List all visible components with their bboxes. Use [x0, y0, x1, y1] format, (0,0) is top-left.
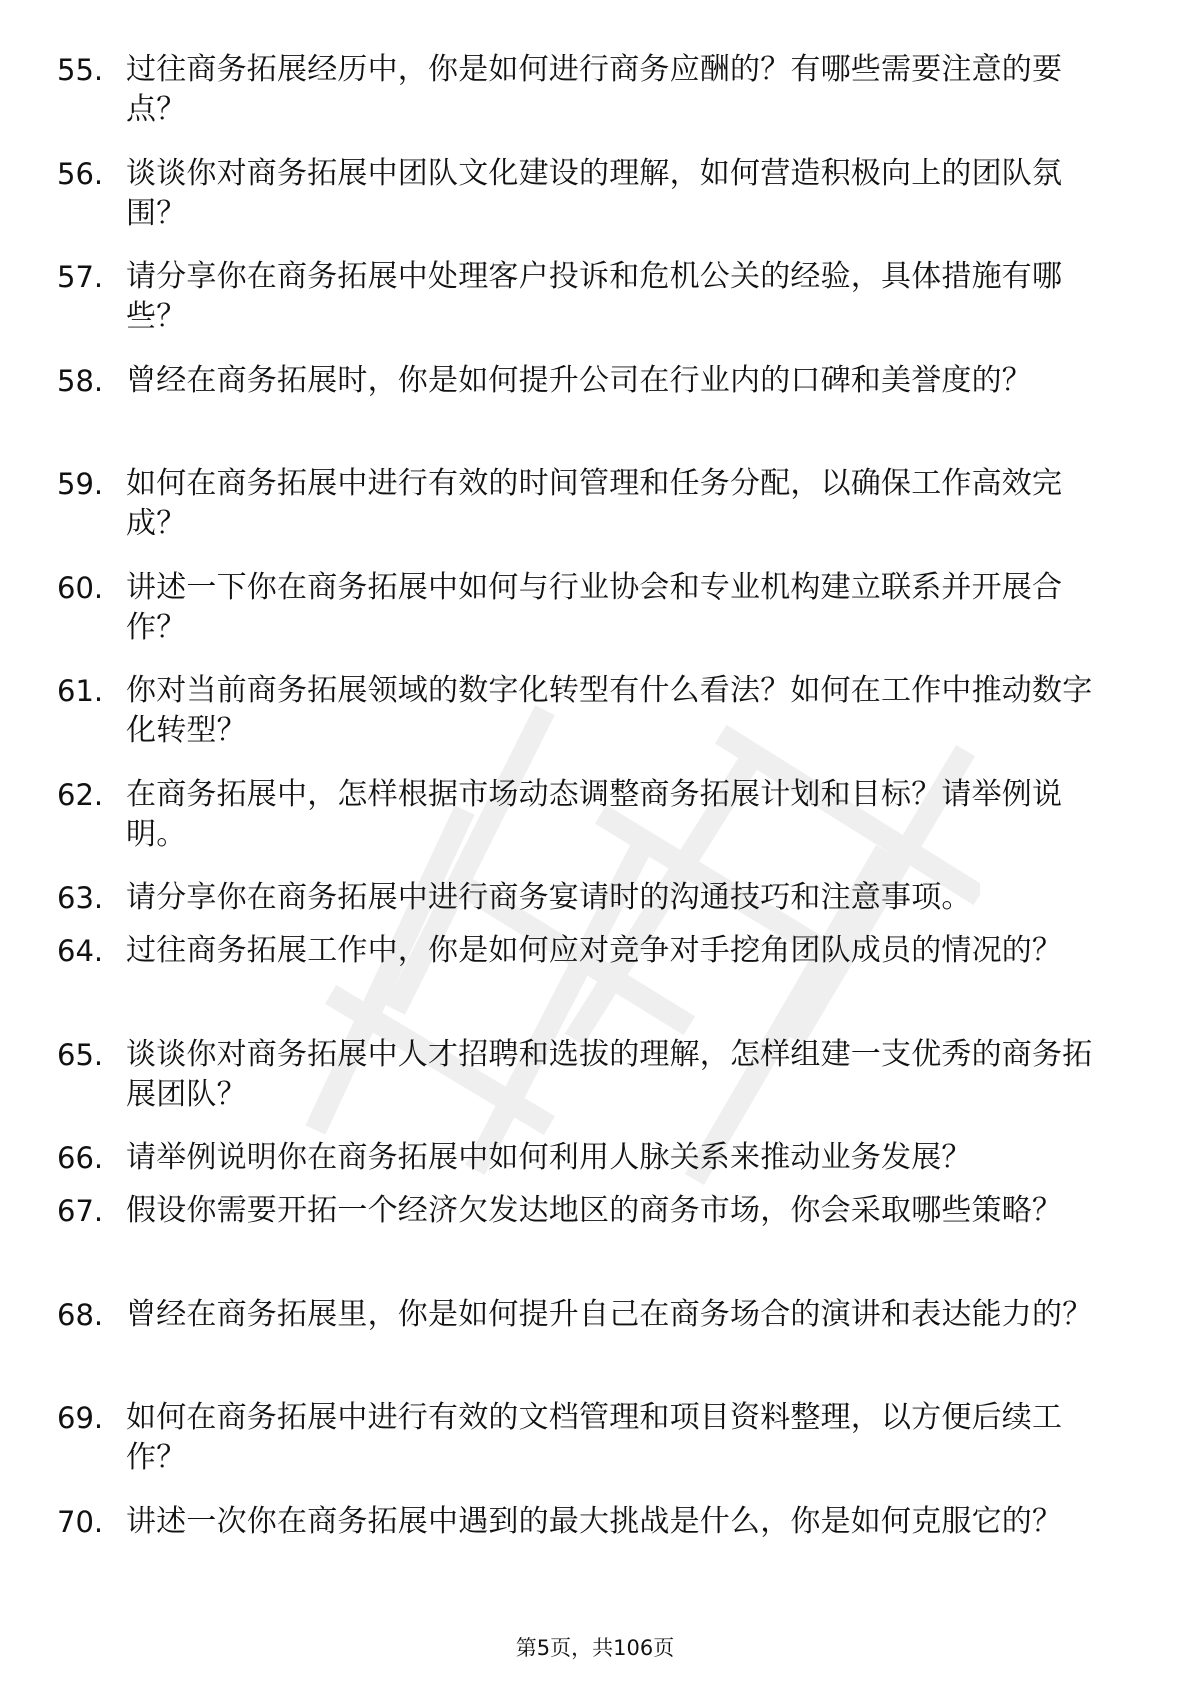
question-item — [0, 1035, 1190, 1139]
question-number: 69. — [57, 1401, 104, 1435]
question-number: 66. — [57, 1141, 104, 1175]
question-item — [0, 154, 1190, 258]
question-item — [0, 568, 1190, 672]
question-number: 57. — [57, 260, 104, 294]
question-item — [0, 464, 1190, 568]
question-text: 曾经在商务拓展里，你是如何提升自己在商务场合的演讲和表达能力的？ — [126, 1296, 1093, 1332]
question-number: 68. — [57, 1297, 104, 1332]
question-text: 过往商务拓展工作中，你是如何应对竞争对手挖角团队成员的情况的？ — [126, 933, 1063, 968]
question-list — [0, 50, 1190, 1605]
question-text: 在商务拓展中，怎样根据市场动态调整商务拓展计划和目标？请举例说明。 — [126, 776, 1063, 852]
question-number: 55. — [57, 53, 104, 87]
question-text: 谈谈你对商务拓展中团队文化建设的理解，如何营造积极向上的团队氛围？ — [126, 155, 1063, 231]
question-item — [0, 50, 1190, 154]
question-number: 70. — [57, 1504, 104, 1539]
question-item — [0, 878, 1190, 931]
question-number: 64. — [57, 934, 104, 968]
question-text: 谈谈你对商务拓展中人才招聘和选拔的理解，怎样组建一支优秀的商务拓展团队？ — [126, 1036, 1093, 1112]
question-text: 请举例说明你在商务拓展中如何利用人脉关系来推动业务发展？ — [126, 1140, 972, 1175]
question-number: 56. — [57, 156, 104, 191]
question-text: 讲述一下你在商务拓展中如何与行业协会和专业机构建立联系并开展合作？ — [126, 569, 1063, 645]
question-text: 请分享你在商务拓展中进行商务宴请时的沟通技巧和注意事项。 — [126, 880, 972, 915]
question-text: 你对当前商务拓展领域的数字化转型有什么看法？如何在工作中推动数字化转型？ — [126, 673, 1093, 748]
question-item — [0, 1295, 1190, 1399]
question-text: 曾经在商务拓展时，你是如何提升公司在行业内的口碑和美誉度的？ — [126, 362, 1032, 398]
question-item — [0, 361, 1190, 465]
question-text: 如何在商务拓展中进行有效的文档管理和项目资料整理，以方便后续工作？ — [126, 1400, 1063, 1475]
question-item — [0, 1191, 1190, 1295]
question-number: 58. — [57, 363, 104, 398]
question-item — [0, 1502, 1190, 1606]
question-number: 59. — [57, 467, 104, 501]
question-number: 61. — [57, 674, 104, 708]
question-item — [0, 671, 1190, 775]
question-number: 62. — [57, 777, 104, 812]
question-item — [0, 775, 1190, 879]
question-text: 如何在商务拓展中进行有效的时间管理和任务分配，以确保工作高效完成？ — [126, 466, 1063, 541]
question-number: 67. — [57, 1194, 104, 1228]
question-number: 60. — [57, 570, 104, 605]
question-item — [0, 931, 1190, 1035]
question-text: 请分享你在商务拓展中处理客户投诉和危机公关的经验，具体措施有哪些？ — [126, 259, 1063, 334]
question-item — [0, 1138, 1190, 1191]
question-text: 过往商务拓展经历中，你是如何进行商务应酬的？有哪些需要注意的要点？ — [126, 52, 1063, 127]
question-text: 假设你需要开拓一个经济欠发达地区的商务市场，你会采取哪些策略？ — [126, 1193, 1063, 1228]
question-item — [0, 1398, 1190, 1502]
question-number: 63. — [57, 881, 104, 915]
question-number: 65. — [57, 1037, 104, 1072]
question-item — [0, 257, 1190, 361]
question-text: 讲述一次你在商务拓展中遇到的最大挑战是什么，你是如何克服它的？ — [126, 1503, 1063, 1539]
page-number-footer: 第5页，共106页 — [515, 1636, 675, 1660]
